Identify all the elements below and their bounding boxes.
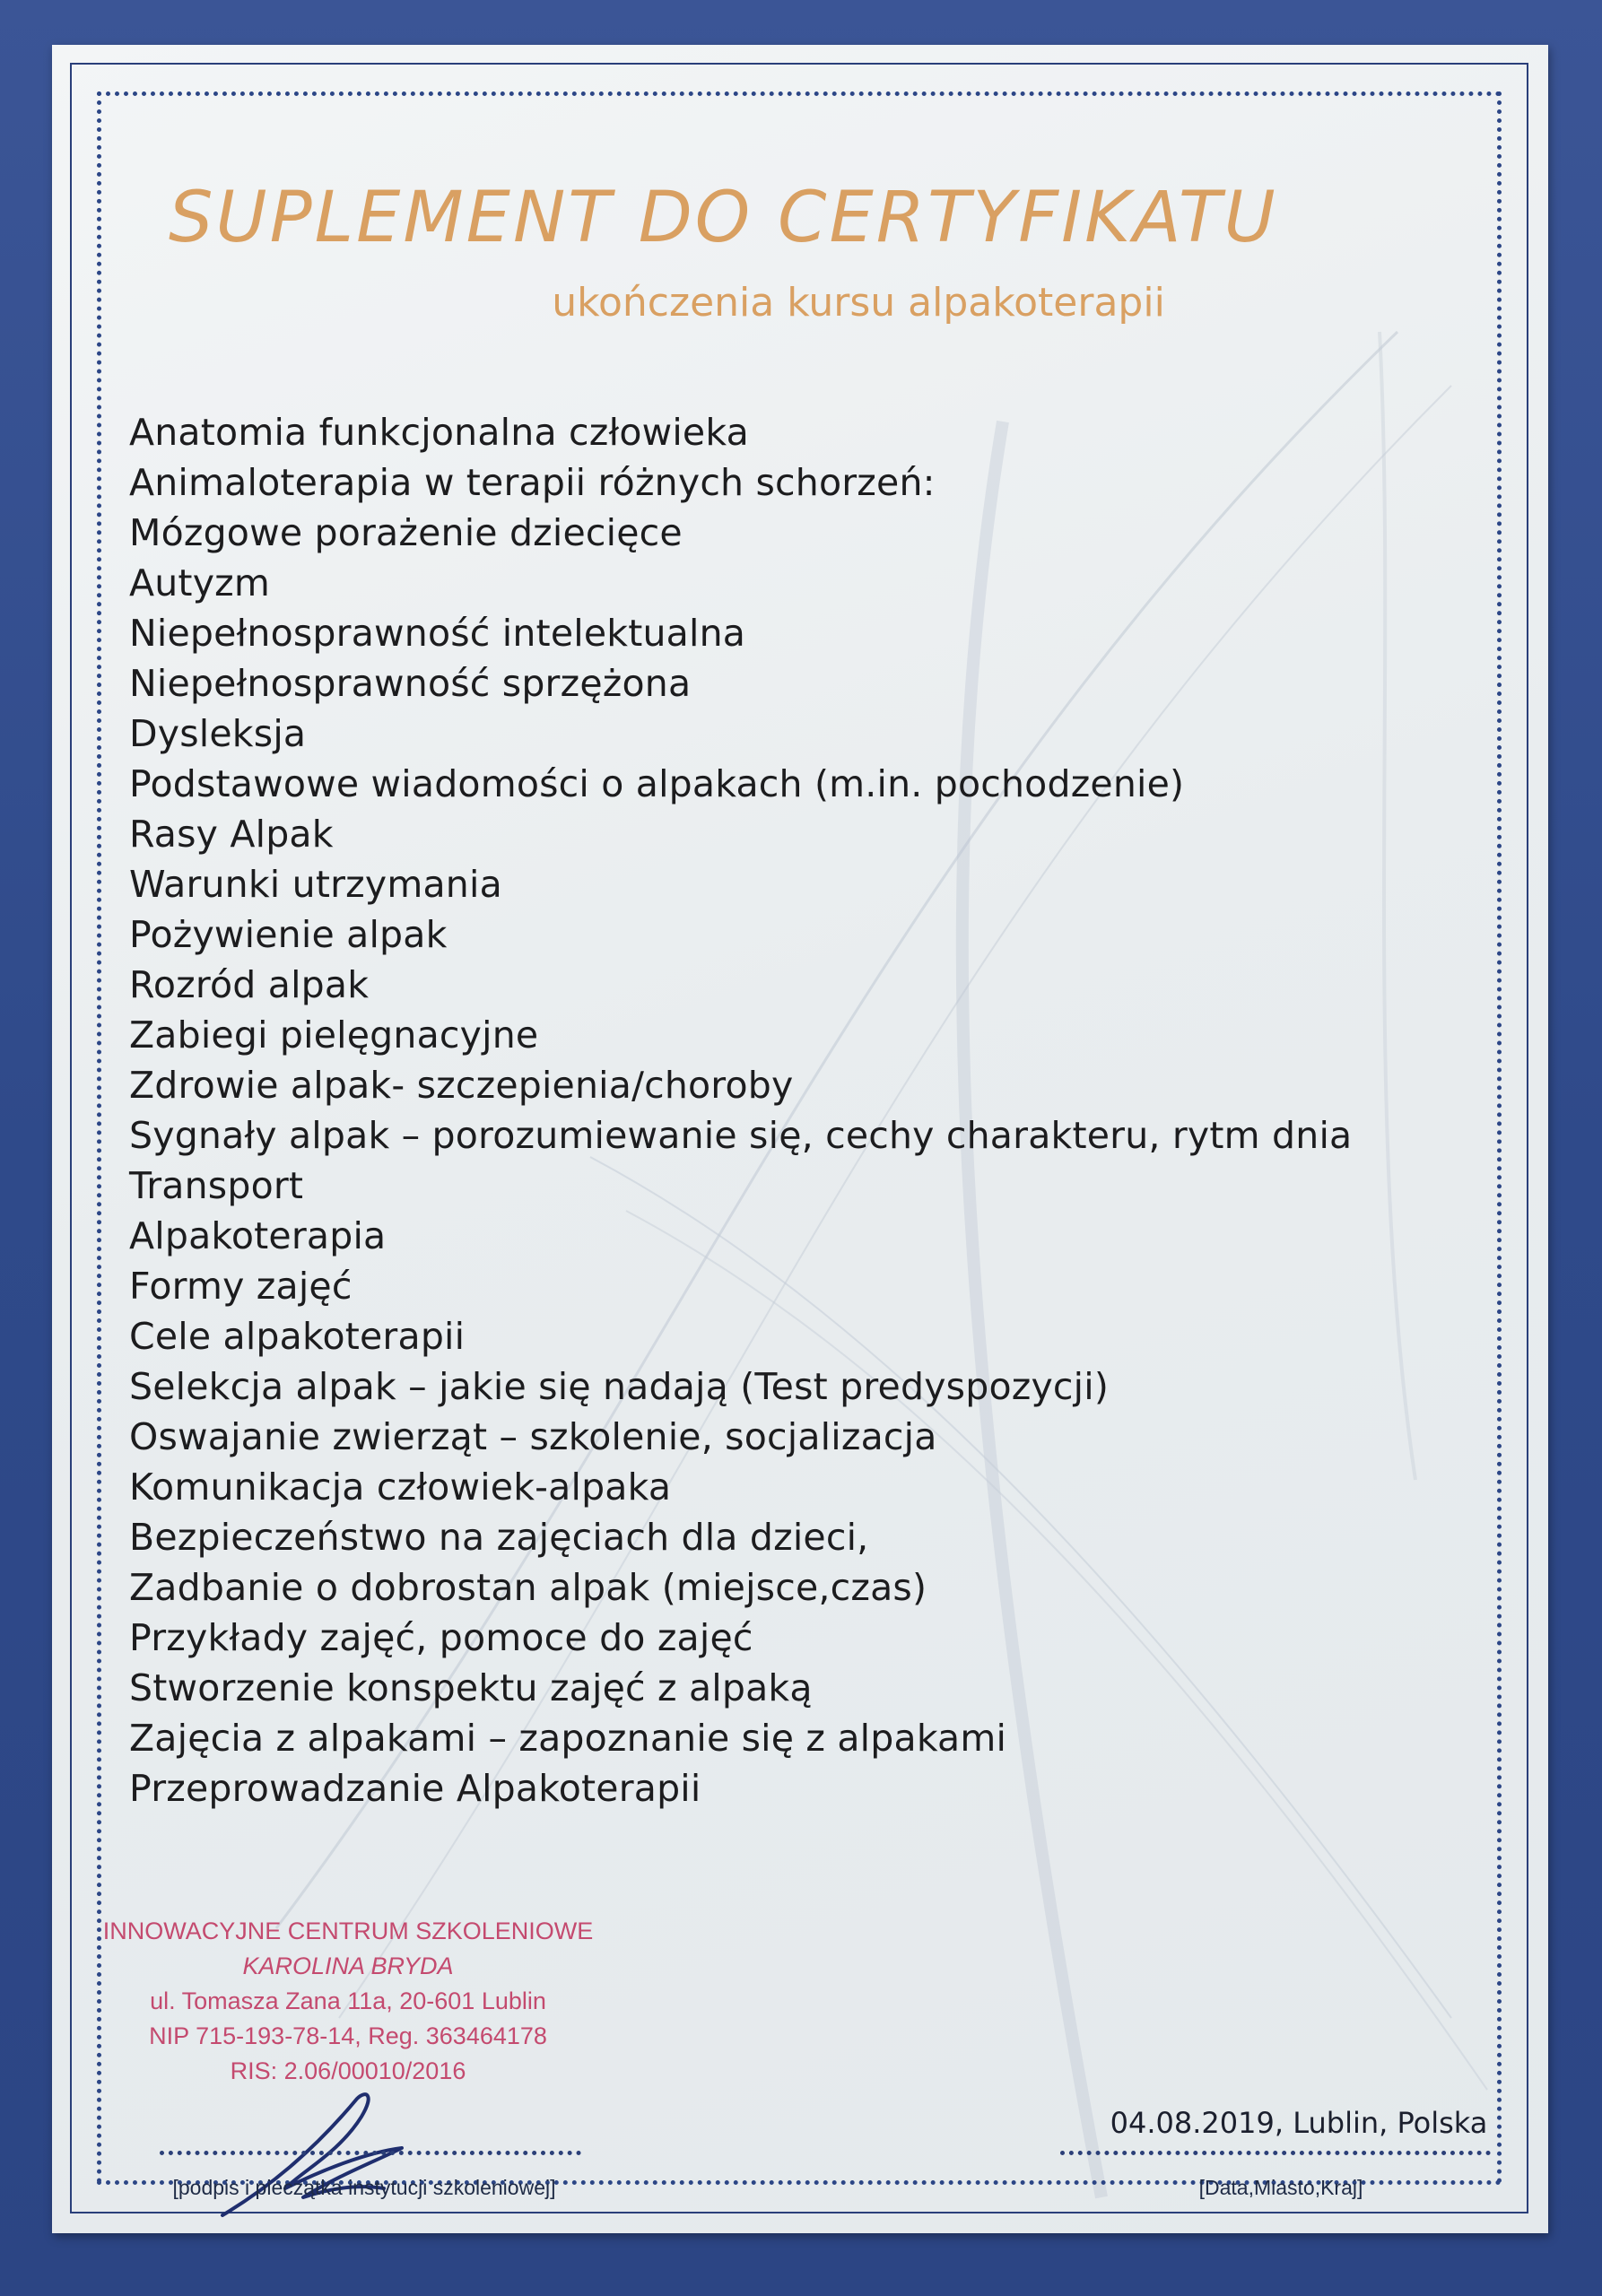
topic-item: Bezpieczeństwo na zajęciach dla dzieci, xyxy=(129,1516,869,1559)
topic-item: Animaloterapia w terapii różnych schorzeń: xyxy=(129,461,936,504)
topic-item: Formy zajęć xyxy=(129,1265,353,1308)
topic-item: Oswajanie zwierząt – szkolenie, socjalizacja xyxy=(129,1415,937,1458)
date-caption: [Data,Miasto,Kraj] xyxy=(1198,2176,1363,2199)
topic-item: Stworzenie konspektu zajęć z alpaką xyxy=(129,1666,813,1709)
topic-item: Komunikacja człowiek-alpaka xyxy=(129,1465,672,1509)
stamp-owner-name: KAROLINA BRYDA xyxy=(242,1952,454,1979)
topic-item: Zajęcia z alpakami – zapoznanie się z alpakami xyxy=(129,1717,1007,1760)
topic-item: Warunki utrzymania xyxy=(129,863,502,906)
topic-item: Przeprowadzanie Alpakoterapii xyxy=(129,1767,701,1810)
topic-item: Zdrowie alpak- szczepienia/choroby xyxy=(129,1064,794,1107)
topic-item: Autyzm xyxy=(129,561,271,604)
signature-line xyxy=(160,2151,581,2155)
topic-item: Zabiegi pielęgnacyjne xyxy=(129,1013,539,1057)
topic-item: Mózgowe porażenie dziecięce xyxy=(129,511,683,554)
topic-item: Pożywienie alpak xyxy=(129,913,448,956)
topic-item: Podstawowe wiadomości o alpakach (m.in. pochodzenie) xyxy=(129,762,1185,805)
topic-item: Alpakoterapia xyxy=(129,1214,387,1257)
stamp-nip: NIP 715-193-78-14, Reg. 363464178 xyxy=(149,2022,547,2049)
stamp-address: ul. Tomasza Zana 11a, 20-601 Lublin xyxy=(150,1987,546,2014)
certificate-title: SUPLEMENT DO CERTYFIKATU xyxy=(169,178,1278,258)
topic-item: Rasy Alpak xyxy=(129,813,334,856)
topic-item: Niepełnosprawność intelektualna xyxy=(129,612,746,655)
topic-item: Anatomia funkcjonalna człowieka xyxy=(129,411,749,454)
stamp-institution-name: INNOWACYJNE CENTRUM SZKOLENIOWE xyxy=(102,1918,594,1944)
topic-item: Transport xyxy=(129,1164,304,1207)
topic-item: Niepełnosprawność sprzężona xyxy=(129,662,692,705)
topic-item: Sygnały alpak – porozumiewanie się, cechy charakteru, rytm dnia xyxy=(129,1114,1353,1157)
topic-item: Przykłady zajęć, pomoce do zajęć xyxy=(129,1616,753,1659)
topic-item: Zadbanie o dobrostan alpak (miejsce,czas) xyxy=(129,1566,927,1609)
topic-item: Rozród alpak xyxy=(129,963,370,1006)
date-line xyxy=(1060,2151,1491,2155)
topic-item: Dysleksja xyxy=(129,712,307,755)
signature-caption: [podpis i pieczątka instytucji szkoleniowej] xyxy=(172,2176,556,2199)
topic-item: Cele alpakoterapii xyxy=(129,1315,466,1358)
certificate-subtitle: ukończenia kursu alpakoterapii xyxy=(552,280,1165,326)
issue-date-place: 04.08.2019, Lublin, Polska xyxy=(1110,2106,1488,2140)
topic-item: Selekcja alpak – jakie się nadają (Test predyspozycji) xyxy=(129,1365,1110,1408)
handwritten-signature xyxy=(169,2063,438,2233)
stamp-ris: RIS: 2.06/00010/2016 xyxy=(230,2057,466,2084)
topic-list xyxy=(129,407,1528,1813)
certificate-sheet xyxy=(52,45,1548,2233)
